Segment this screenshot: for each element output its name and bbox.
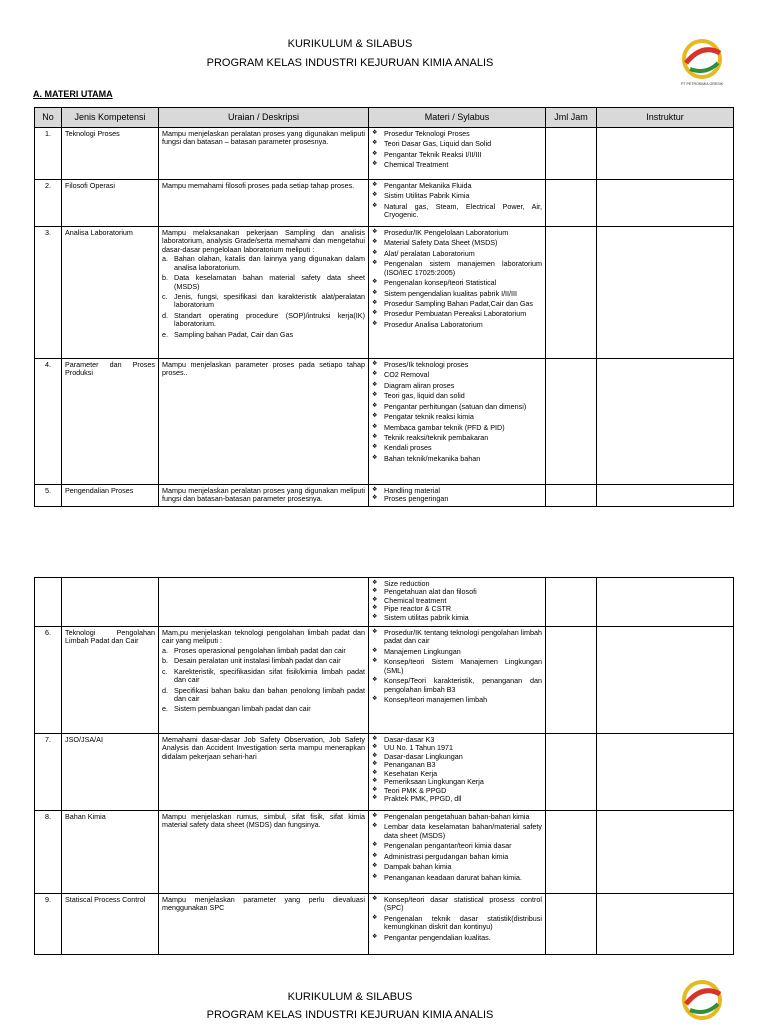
materi-list	[372, 182, 542, 220]
cell-jenis-kompetensi: Analisa Laboratorium	[62, 227, 159, 359]
materi-list-item: ❖ Pengenalan konsep/teori Statistical	[372, 279, 542, 287]
materi-list-item: ❖ Handling material	[372, 487, 542, 495]
cell-no	[35, 578, 62, 627]
cell-instruktur	[597, 734, 734, 811]
cell-materi	[369, 894, 546, 955]
cell-jml-jam	[546, 734, 597, 811]
materi-list-item: ❖ Administrasi pergudangan bahan kimia	[372, 853, 542, 861]
uraian-item-text: Proses operasional pengolahan limbah padat dan cair	[174, 645, 346, 655]
materi-list	[372, 896, 542, 942]
cell-jml-jam	[546, 578, 597, 627]
materi-list-item: ❖ Prosedur/IK Pengelolaan Laboratorium	[372, 229, 542, 237]
uraian-list	[162, 647, 365, 714]
materi-list-item: ❖ Prosedur Teknologi Proses	[372, 130, 542, 138]
uraian-item-text: Sistem pembuangan limbah padat dan cair	[174, 704, 311, 714]
document-title-line1-page2: KURIKULUM & SILABUS	[287, 991, 413, 1003]
materi-list-item: ❖ Praktek PMK, PPGD, dll	[372, 795, 542, 803]
materi-list-item: ❖ Size reduction	[372, 580, 542, 588]
materi-list-item: ❖ UU No. 1 Tahun 1971	[372, 744, 542, 752]
materi-list-item: ❖ Proses pengeringan	[372, 495, 542, 503]
materi-list-item: ❖ Pengantar pengendalian kualitas.	[372, 934, 542, 942]
cell-uraian	[159, 359, 369, 485]
cell-jml-jam	[546, 359, 597, 485]
uraian-text: Mampu menjelaskan peralatan proses yang digunakan meliputi fungsi dan batasan-batasan parameter prosesnya.	[162, 486, 365, 504]
uraian-item-text: Desain peralatan unit instalasi limbah padat dan cair	[174, 656, 341, 666]
uraian-list-item	[162, 657, 365, 665]
cell-instruktur	[597, 359, 734, 485]
cell-no: 6.	[35, 627, 62, 734]
uraian-text: Memahami dasar-dasar Job Safety Observation, Job Safety Analysis dan Accident Investigation serta mampu menerapkan didalam pekerjaan sehari-hari	[162, 735, 365, 761]
uraian-list-item	[162, 687, 365, 704]
uraian-list-item	[162, 274, 365, 291]
cell-jenis-kompetensi: Teknologi Pengolahan Limbah Padat dan Cair	[62, 627, 159, 734]
cell-uraian	[159, 811, 369, 894]
cell-jenis-kompetensi: Pengendalian Proses	[62, 485, 159, 507]
materi-list-item: ❖ Pengantar Mekanika Fluida	[372, 182, 542, 190]
table-row	[35, 227, 734, 359]
cell-jml-jam	[546, 128, 597, 180]
uraian-item-text: Jenis, fungsi, spesifikasi dan karakteristik alat/peralatan laboratorium	[174, 291, 365, 310]
uraian-item-marker: c.	[162, 666, 168, 676]
materi-list-item: ❖ Teori gas, liquid dan solid	[372, 392, 542, 400]
materi-list-item: ❖ Pengetahuan alat dan filosofi	[372, 588, 542, 596]
table-row	[35, 578, 734, 627]
materi-list-item: ❖ Diagram aliran proses	[372, 382, 542, 390]
materi-list-item: ❖ Konsep/teori dasar statistical prosess control (SPC)	[372, 896, 542, 913]
materi-list-item: ❖ Lembar data keselamatan bahan/material safety data sheet (MSDS)	[372, 823, 542, 840]
materi-list-item: ❖ Proses/Ik teknologi proses	[372, 361, 542, 369]
uraian-text: Mampu menjelaskan peralatan proses yang digunakan meliputi fungsi dan batasan – batasan parameter prosesnya.	[162, 129, 365, 147]
materi-list-item: ❖ Teknik reaksi/teknik pembakaran	[372, 434, 542, 442]
uraian-text: Mampu melaksanakan pekerjaan Sampling dan analisis laboratorium, analysis Grade/serta memahami dan mengetahui dasar-dasar pengelolaan laboratorium meliputi :	[162, 228, 365, 254]
materi-list	[372, 580, 542, 622]
cell-uraian	[159, 627, 369, 734]
cell-uraian	[159, 578, 369, 627]
cell-no: 3.	[35, 227, 62, 359]
uraian-list-item	[162, 668, 365, 685]
uraian-list-item	[162, 312, 365, 329]
cell-jenis-kompetensi: Filosofi Operasi	[62, 180, 159, 227]
cell-uraian	[159, 227, 369, 359]
uraian-item-marker: d.	[162, 310, 168, 320]
uraian-item-marker: a.	[162, 254, 168, 264]
col-uraian: Uraian / Deskripsi	[159, 108, 369, 128]
materi-list	[372, 361, 542, 463]
table-header-row	[35, 108, 734, 128]
table-row	[35, 128, 734, 180]
cell-no: 4.	[35, 359, 62, 485]
materi-list-item: ❖ Sistem utilitas pabrik kimia	[372, 614, 542, 622]
materi-list-item: ❖ Konsep/teori Sistem Manajemen Lingkungan (SML)	[372, 658, 542, 675]
materi-list-item: ❖ Pengantar perhitungan (satuan dan dimensi)	[372, 403, 542, 411]
cell-materi	[369, 485, 546, 507]
materi-list-item: ❖ Konsep/teori manajemen limbah	[372, 696, 542, 704]
col-no: No	[35, 108, 62, 128]
uraian-item-text: Sampling bahan Padat, Cair dan Gas	[174, 329, 294, 339]
uraian-text: Mampu memahami filosofi proses pada setiap tahap proses.	[162, 181, 355, 190]
cell-jenis-kompetensi: Parameter dan Proses Produksi	[62, 359, 159, 485]
uraian-item-text: Karekteristik, specifikasidan sifat fisik/kimia limbah padat dan cair	[174, 666, 365, 685]
materi-list-item: ❖ Teori PMK & PPGD	[372, 787, 542, 795]
uraian-item-marker: d.	[162, 685, 168, 695]
cell-materi	[369, 180, 546, 227]
materi-list	[372, 130, 542, 170]
cell-jenis-kompetensi	[62, 578, 159, 627]
materi-list-item: ❖ Pengatar teknik reaksi kimia	[372, 413, 542, 421]
uraian-item-text: Bahan olahan, katalis dan lainnya yang digunakan dalam analisa laboratorium.	[174, 254, 365, 272]
cell-materi	[369, 627, 546, 734]
table-row	[35, 894, 734, 955]
uraian-list-item	[162, 293, 365, 310]
cell-jml-jam	[546, 180, 597, 227]
uraian-item-marker: e.	[162, 329, 168, 339]
uraian-item-marker: c.	[162, 291, 168, 301]
table-row	[35, 811, 734, 894]
materi-list-item: ❖ Sistim Utilitas Pabrik Kimia	[372, 192, 542, 200]
cell-uraian	[159, 734, 369, 811]
curriculum-table-page1	[34, 107, 734, 507]
materi-list-item: ❖ Dampak bahan kimia	[372, 863, 542, 871]
table-row	[35, 359, 734, 485]
uraian-list	[162, 255, 365, 339]
materi-list-item: ❖ Prosedur Sampling Bahan Padat,Cair dan Gas	[372, 300, 542, 308]
cell-uraian	[159, 180, 369, 227]
cell-materi	[369, 227, 546, 359]
materi-list	[372, 487, 542, 504]
materi-list	[372, 813, 542, 882]
uraian-list-item	[162, 331, 365, 339]
cell-materi	[369, 359, 546, 485]
materi-list-item: ❖ Kesehatan Kerja	[372, 770, 542, 778]
uraian-list-item	[162, 255, 365, 272]
materi-list-item: ❖ Teori Dasar Gas, Liquid dan Solid	[372, 140, 542, 148]
cell-jml-jam	[546, 485, 597, 507]
cell-jml-jam	[546, 627, 597, 734]
cell-jml-jam	[546, 227, 597, 359]
cell-instruktur	[597, 227, 734, 359]
cell-uraian	[159, 894, 369, 955]
materi-list-item: ❖ Pengantar Teknik Reaksi I/II/III	[372, 151, 542, 159]
table-row	[35, 627, 734, 734]
company-logo-icon	[676, 35, 728, 87]
uraian-item-text: Specifikasi bahan baku dan bahan penolong limbah padat dan cair	[174, 685, 365, 703]
table-row	[35, 734, 734, 811]
materi-list-item: ❖ Prosedur Analisa Laboratorium	[372, 321, 542, 329]
uraian-item-text: Standart operating procedure (SOP)/intruksi kerja(IK) laboratorium.	[174, 310, 365, 329]
uraian-list-item	[162, 705, 365, 713]
col-instruktur: Instruktur	[597, 108, 734, 128]
materi-list-item: ❖ Pengenalan pengantar/teori kimia dasar	[372, 842, 542, 850]
materi-list-item: ❖ Chemical Treatment	[372, 161, 542, 169]
materi-list-item: ❖ Manajemen Lingkungan	[372, 648, 542, 656]
materi-list-item: ❖ Pemeriksaan Lingkungan Kerja	[372, 778, 542, 786]
materi-list-item: ❖ Prosedur/IK tentang teknologi pengolahan limbah padat dan cair	[372, 629, 542, 646]
uraian-item-marker: e.	[162, 704, 168, 714]
document-title-line1: KURIKULUM & SILABUS	[287, 38, 413, 50]
cell-jenis-kompetensi: Teknologi Proses	[62, 128, 159, 180]
materi-list-item: ❖ Pengenalan pengetahuan bahan-bahan kimia	[372, 813, 542, 821]
materi-list	[372, 629, 542, 704]
table-row	[35, 180, 734, 227]
document-title-line2-page2: PROGRAM KELAS INDUSTRI KEJURUAN KIMIA ANALIS	[206, 1009, 494, 1021]
cell-uraian	[159, 128, 369, 180]
cell-no: 9.	[35, 894, 62, 955]
curriculum-table-page2	[34, 577, 734, 955]
uraian-item-marker: a.	[162, 645, 168, 655]
uraian-text: Mampu menjelaskan rumus, simbul, sifat fisik, sifat kimia material safety data sheet (MSDS) dan fungsinya.	[162, 812, 365, 830]
uraian-text: Mampu menjelaskan parameter proses pada setiapo tahap proses..	[162, 360, 365, 378]
cell-no: 5.	[35, 485, 62, 507]
uraian-item-marker: b.	[162, 656, 168, 666]
uraian-item-text: Data keselamatan bahan material safety data sheet (MSDS)	[174, 273, 365, 291]
materi-list-item: ❖ Chemical treatment	[372, 597, 542, 605]
uraian-list-item	[162, 647, 365, 655]
materi-list-item: ❖ Natural gas, Steam, Electrical Power, Air, Cryogenic.	[372, 203, 542, 220]
col-jam: Jml Jam	[546, 108, 597, 128]
materi-list-item: ❖ Kendali proses	[372, 444, 542, 452]
materi-list	[372, 736, 542, 803]
materi-list-item: ❖ Pengenalan sistem manajemen laboratorium (ISO/IEC 17025:2005)	[372, 260, 542, 277]
materi-list-item: ❖ Dasar-dasar Lingkungan	[372, 753, 542, 761]
cell-instruktur	[597, 627, 734, 734]
materi-list-item: ❖ CO2 Removal	[372, 371, 542, 379]
cell-materi	[369, 578, 546, 627]
uraian-text: Mampu menjelaskan parameter yang perlu dievaluasi menggunakan SPC	[162, 895, 365, 913]
materi-list-item: ❖ Sistem pengendalian kualitas pabrik I/II/III	[372, 290, 542, 298]
cell-no: 7.	[35, 734, 62, 811]
uraian-text: Mam,pu menjelaskan teknologi pengolahan limbah padat dan cair yang meliputi :	[162, 628, 365, 646]
cell-instruktur	[597, 578, 734, 627]
table-row	[35, 485, 734, 507]
cell-jenis-kompetensi: Statiscal Process Control	[62, 894, 159, 955]
cell-jml-jam	[546, 811, 597, 894]
cell-uraian	[159, 485, 369, 507]
cell-instruktur	[597, 180, 734, 227]
cell-instruktur	[597, 811, 734, 894]
materi-list-item: ❖ Pipe reactor & CSTR	[372, 605, 542, 613]
cell-instruktur	[597, 894, 734, 955]
cell-instruktur	[597, 128, 734, 180]
materi-list-item: ❖ Material Safety Data Sheet (MSDS)	[372, 239, 542, 247]
materi-list-item: ❖ Penanganan B3	[372, 761, 542, 769]
cell-jenis-kompetensi: Bahan Kimia	[62, 811, 159, 894]
materi-list-item: ❖ Pengenalan teknik dasar statistik(distribusi kemungkinan diskrit dan kontinyu)	[372, 915, 542, 932]
cell-materi	[369, 128, 546, 180]
materi-list-item: ❖ Konsep/Teori karakteristik, penanganan dan pengolahan limbah B3	[372, 677, 542, 694]
materi-list-item: ❖ Alat/ peralatan Laboratorium	[372, 250, 542, 258]
materi-list-item: ❖ Dasar-dasar K3	[372, 736, 542, 744]
cell-instruktur	[597, 485, 734, 507]
cell-no: 1.	[35, 128, 62, 180]
cell-no: 2.	[35, 180, 62, 227]
materi-list	[372, 229, 542, 329]
company-logo-icon-page2	[676, 976, 728, 1028]
materi-list-item: ❖ Bahan teknik/mekanika bahan	[372, 455, 542, 463]
cell-no: 8.	[35, 811, 62, 894]
col-materi: Materi / Sylabus	[369, 108, 546, 128]
materi-list-item: ❖ Prosedur Pembuatan Pereaksi Laboratorium	[372, 310, 542, 318]
logo-text: PT PETROKIMIA GRESIK	[680, 82, 724, 86]
cell-materi	[369, 734, 546, 811]
uraian-item-marker: b.	[162, 273, 168, 283]
materi-list-item: ❖ Penanganan keadaan darurat bahan kimia.	[372, 874, 542, 882]
cell-jml-jam	[546, 894, 597, 955]
col-jenis: Jenis Kompetensi	[62, 108, 159, 128]
document-title-line2: PROGRAM KELAS INDUSTRI KEJURUAN KIMIA ANALIS	[206, 57, 494, 69]
cell-jenis-kompetensi: JSO/JSA/AI	[62, 734, 159, 811]
materi-list-item: ❖ Membaca gambar teknik (PFD & PID)	[372, 424, 542, 432]
section-title: A. MATERI UTAMA	[33, 89, 113, 99]
cell-materi	[369, 811, 546, 894]
